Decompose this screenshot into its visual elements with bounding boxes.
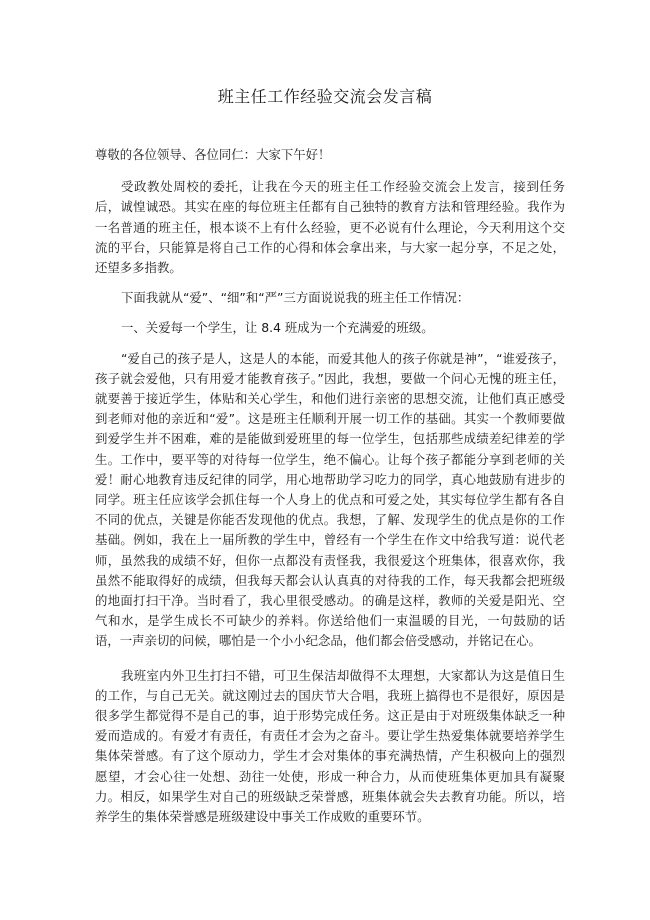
paragraph-class-honor: 我班室内外卫生打扫不错，可卫生保洁却做得不太理想，大家都认为这是值日生的工作，与自己无关。就这刚过去的国庆节大合唱，我班上搞得也不是很好，原因是很多学生都觉得不是自己的事，迫于形势完成任务。这正是由于对班级集体缺乏一种爱而造成的。有爱才有责任，有责任才会为之奋斗。要让学生热爱集体就要培养学生集体荣誉感。有了这个原动力，学生才会对集体的事充满热情，产生积极向上的强烈愿望，才会心往一处想、劲往一处使，形成一种合力，从而使班集体更加具有凝聚力。相反，如果学生对自己的班级缺乏荣誉感，班集体就会失去教育功能。所以，培养学生的集体荣誉感是班级建设中事关工作成败的重要环节。 [95, 667, 565, 825]
paragraph-love-students: “爱自己的孩子是人，这是人的本能，而爱其他人的孩子你就是神”，“谁爱孩子，孩子就会爱他，只有用爱才能教育孩子。”因此，我想，要做一个问心无愧的班主任，就要善于接近学生，体贴和关心学生，和他们进行亲密的思想交流，让他们真正感受到老师对他的亲近和“爱”。这是班主任顺利开展一切工作的基础。其实一个教师要做到爱学生并不困难，难的是能做到爱班里的每一位学生，包括那些成绩差纪律差的学生。工作中，要平等的对待每一位学生，绝不偏心。让每个孩子都能分享到老师的关爱！耐心地教育违反纪律的同学，用心地帮助学习吃力的同学，真心地鼓励有进步的同学。班主任应该学会抓住每一个人身上的优点和可爱之处，其实每位学生都有各自不同的优点，关键是你能否发现他的优点。我想，了解、发现学生的优点是你的工作基础。例如，我在上一届所教的学生中，曾经有一个学生在作文中给我写道：说代老师，虽然我的成绩不好，但你一点都没有责怪我，我很爱这个班集体，很喜欢你，我虽然不能取得好的成绩，但我每天都会认认真真的对待我的工作，每天我都会把班级的地面打扫干净。当时看了，我心里很受感动。的确是这样，教师的关爱是阳光、空气和水，是学生成长不可缺少的养料。你送给他们一束温暖的目光，一句鼓励的话语，一声亲切的问候，哪怕是一个小小纪念品，他们都会倍受感动，并铭记在心。 [95, 350, 565, 649]
section-heading-love: 一、关爱每一个学生，让 8.4 班成为一个充满爱的班级。 [121, 320, 434, 336]
greeting: 尊敬的各位领导、各位同仁：大家下午好！ [95, 147, 331, 162]
paragraph-intro: 受政教处周校的委托，让我在今天的班主任工作经验交流会上发言，接到任务后，诚惶诚恐。其实在座的每位班主任都有自己独特的教育方法和管理经验。我作为一名普通的班主任，根本谈不上有什么经验，更不必说有什么理论，今天利用这个交流的平台，只能算是将自己工作的心得和体会拿出来，与大家一起分享，不足之处，还望多多指教。 [95, 179, 565, 276]
paragraph-outline: 下面我就从“爱”、“细”和“严”三方面说说我的班主任工作情况： [121, 290, 470, 306]
document-title: 班主任工作经验交流会发言稿 [217, 87, 433, 106]
document-body [95, 145, 565, 827]
